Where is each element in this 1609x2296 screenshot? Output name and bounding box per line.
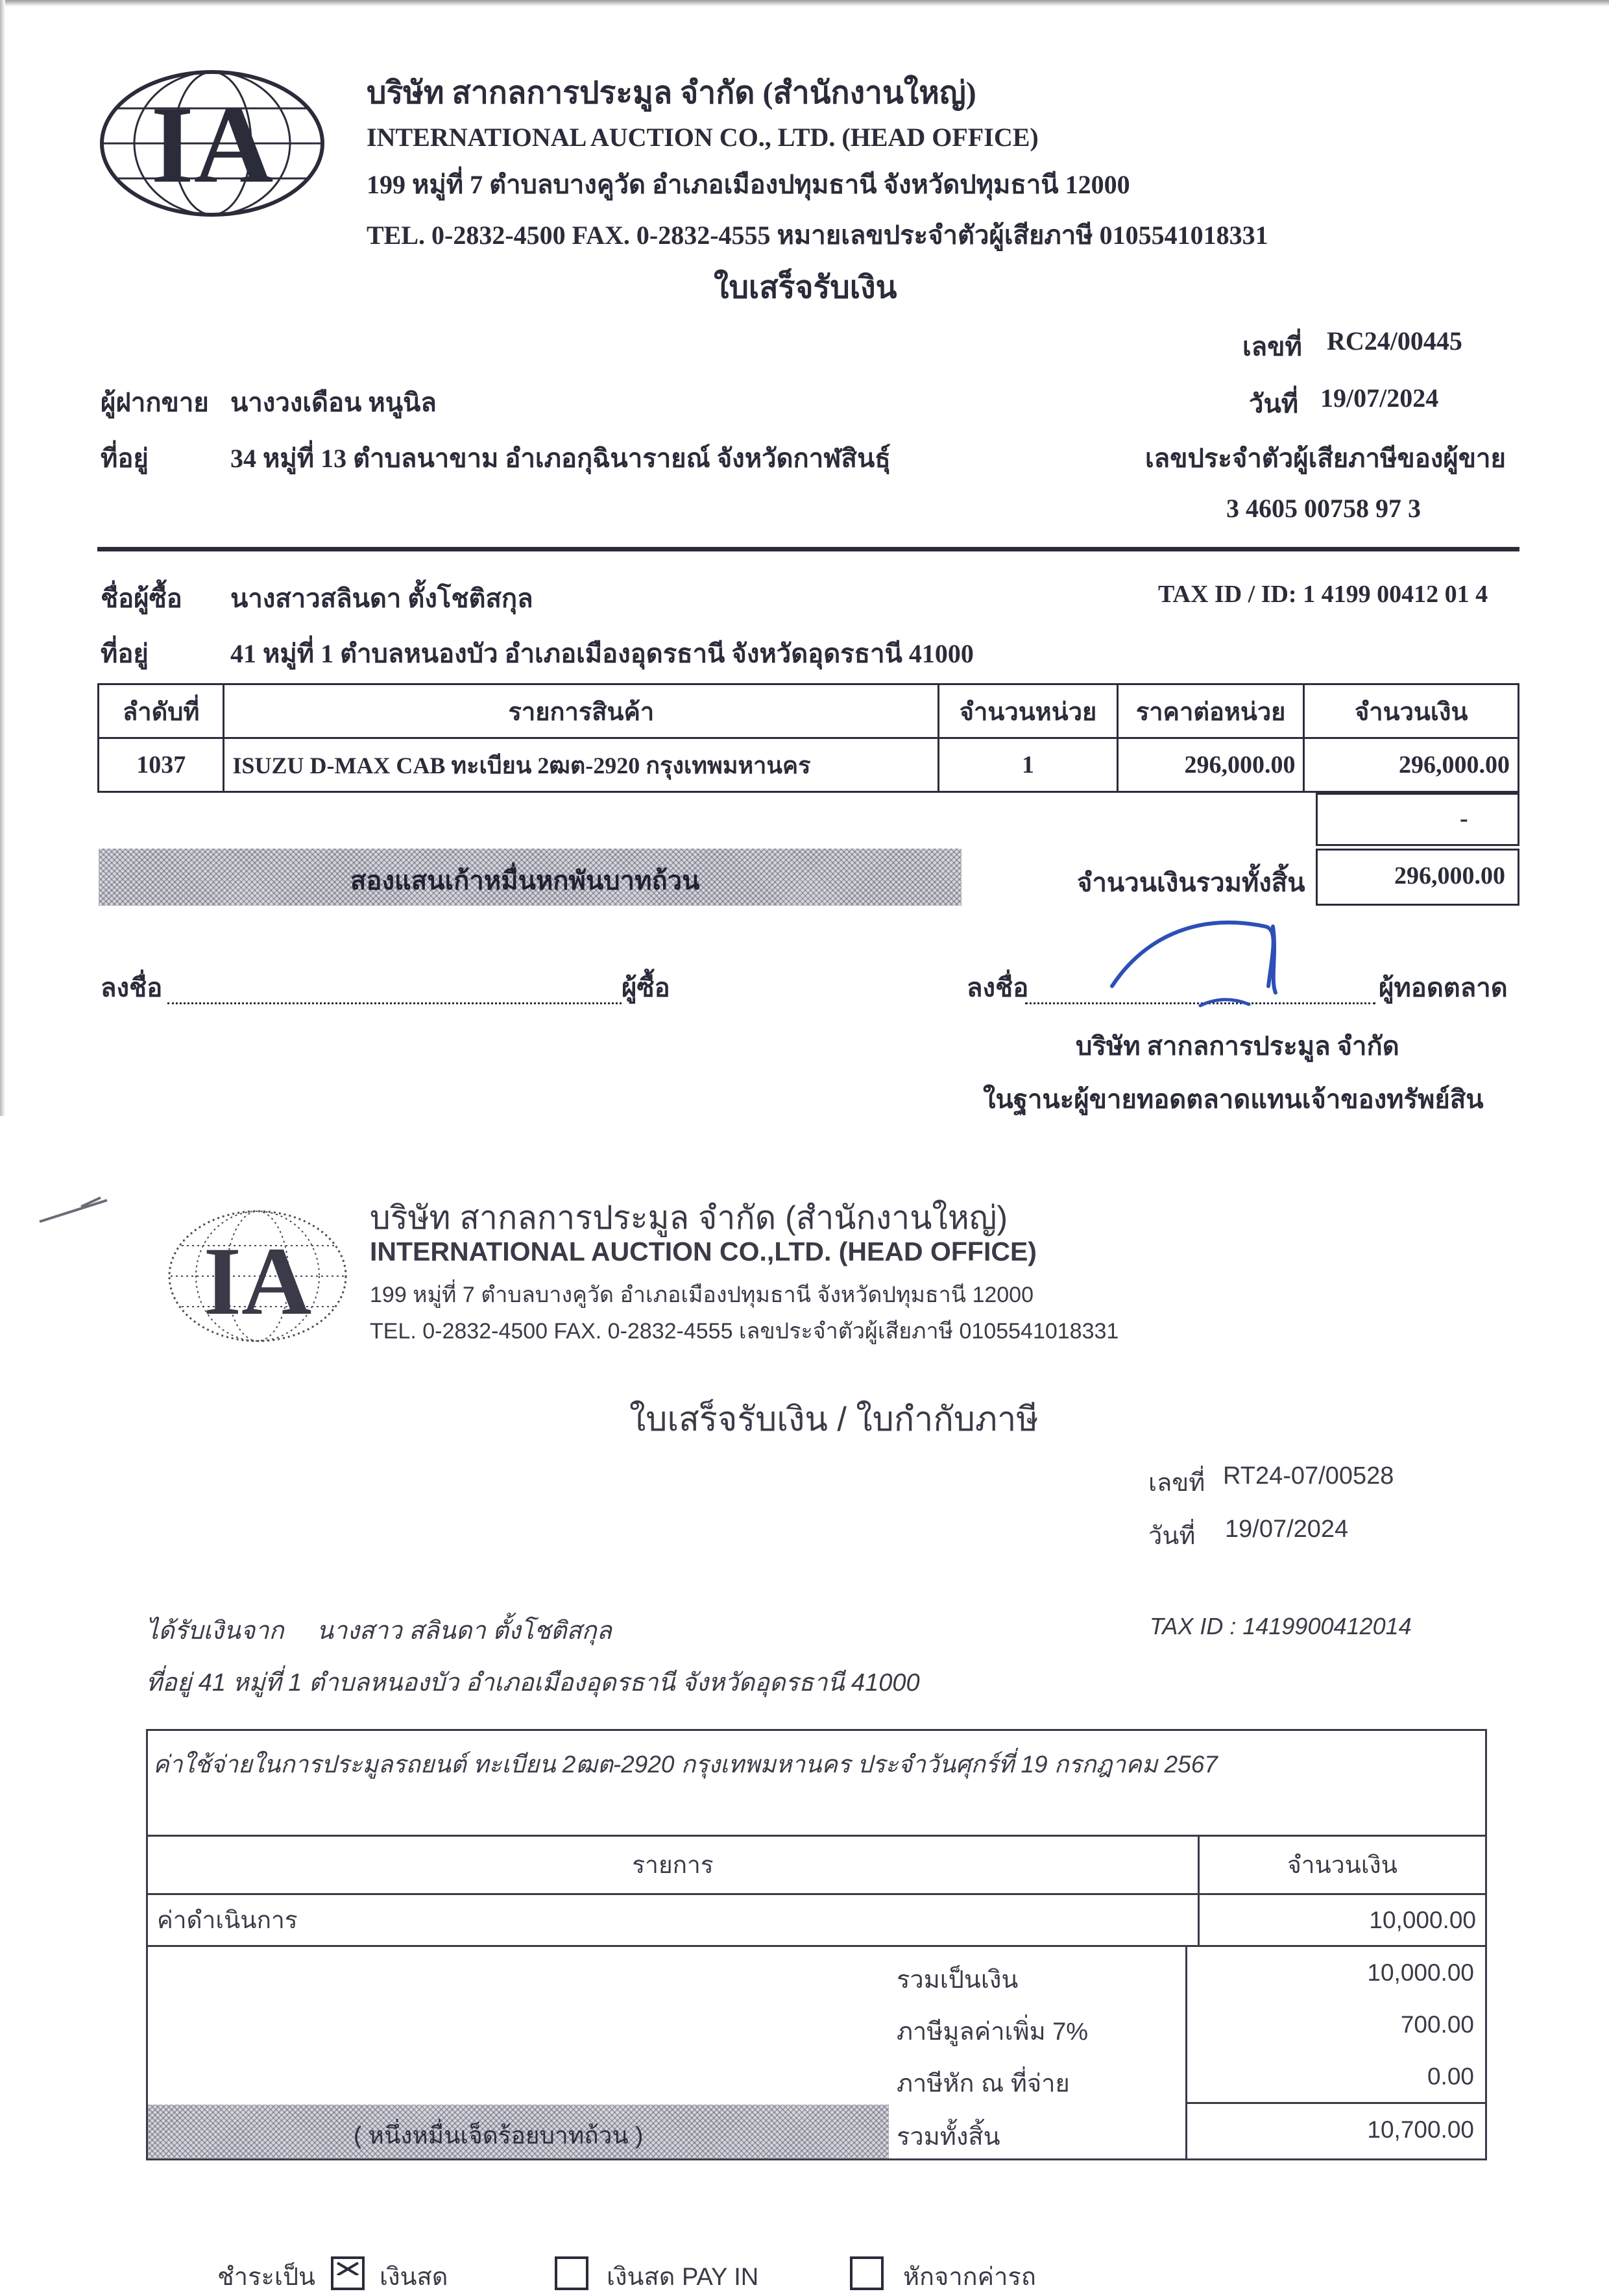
pay-transfer-label: เงินสด PAY IN <box>607 2264 759 2291</box>
tax-invoice-number-label: เลขที่ <box>1148 1469 1205 1497</box>
scan-top-shadow <box>0 0 1609 6</box>
buyer-address: 41 หมู่ที่ 1 ตำบลหนองบัว อำเภอเมืองอุดรธานี จังหวัดอุดรธานี 41000 <box>230 639 974 668</box>
vat: 700.00 <box>1400 2011 1474 2038</box>
tax-invoice-date: 19/07/2024 <box>1225 1516 1349 1543</box>
svg-text:IA: IA <box>203 1227 312 1335</box>
sign-company: บริษัท สากลการประมูล จำกัด <box>1076 1032 1399 1061</box>
withholding-tax: 0.00 <box>1427 2063 1474 2090</box>
col-unit-price: ราคาต่อหน่วย <box>1117 684 1304 738</box>
cell-seq: 1037 <box>99 738 224 792</box>
company-address: 199 หมู่ที่ 7 ตำบลบางคูวัด อำเภอเมืองปทุมธานี จังหวัดปทุมธานี 12000 <box>367 170 1130 199</box>
table-row <box>99 738 1519 792</box>
buyer-name: นางสาวสลินดา ตั้งโชติสกุล <box>230 584 533 613</box>
seller-address: 34 หมู่ที่ 13 ตำบลนาขาม อำเภอกุฉินารายณ์ จังหวัดกาฬสินธุ์ <box>230 444 891 473</box>
buyer-taxid: TAX ID / ID: 1 4199 00412 01 4 <box>1158 581 1488 608</box>
buyer-sign-line <box>167 1002 622 1004</box>
extra-row-box <box>1316 793 1519 846</box>
doc-title-2: ใบเสร็จรับเงิน / ใบกำกับภาษี <box>629 1401 1039 1438</box>
cell-unit-price: 296,000.00 <box>1117 738 1304 792</box>
cell-amount: 296,000.00 <box>1304 738 1519 792</box>
buyer-address-label: ที่อยู่ <box>101 639 149 668</box>
seller-name: นางวงเดือน หนูนิล <box>230 388 437 417</box>
ia-logo-bottom <box>165 1207 350 1346</box>
subtotal-label: รวมเป็นเงิน <box>897 1966 1019 1994</box>
col-amount-2: จำนวนเงิน <box>1199 1836 1486 1894</box>
tax-invoice-number: RT24-07/00528 <box>1223 1462 1394 1490</box>
received-from: นางสาว สลินดา ตั้งโชติสกุล <box>317 1617 612 1645</box>
cell-item: ISUZU D-MAX CAB ทะเบียน 2ฒต-2920 กรุงเทพมหานคร <box>224 738 939 792</box>
customer-address: ที่อยู่ 41 หมู่ที่ 1 ตำบลหนองบัว อำเภอเมืองอุดรธานี จังหวัดอุดรธานี 41000 <box>146 1669 920 1697</box>
grand-total: 10,700.00 <box>1367 2116 1474 2143</box>
col-qty: จำนวนหน่วย <box>939 684 1118 738</box>
seller-taxid-label: เลขประจำตัวผู้เสียภาษีของผู้ขาย <box>1145 444 1506 473</box>
col-seq: ลำดับที่ <box>99 684 224 738</box>
col-amount: จำนวนเงิน <box>1304 684 1519 738</box>
seller-address-label: ที่อยู่ <box>101 444 149 473</box>
grand-total-top-rule <box>1185 2102 1487 2104</box>
col-item-2: รายการ <box>147 1836 1199 1894</box>
pay-other-label: หักจากค่ารถ <box>903 2264 1036 2291</box>
charges-table <box>146 1835 1487 1947</box>
auctioneer-role: ผู้ทอดตลาด <box>1379 973 1508 1002</box>
section-divider <box>97 547 1519 551</box>
buyer-sign-label: ลงชื่อ <box>101 973 163 1002</box>
buyer-label: ชื่อผู้ซื้อ <box>101 584 182 613</box>
table-header-row <box>99 684 1519 738</box>
charges-header-row <box>147 1836 1486 1894</box>
seller-label: ผู้ฝากขาย <box>101 388 209 417</box>
payment-method-label: ชำระเป็น <box>217 2264 316 2291</box>
company-name-en: INTERNATIONAL AUCTION CO., LTD. (HEAD OFFICE) <box>367 123 1039 152</box>
company-address-2: 199 หมู่ที่ 7 ตำบลบางคูวัด อำเภอเมืองปทุมธานี จังหวัดปทุมธานี 12000 <box>370 1283 1034 1307</box>
items-table <box>97 683 1519 793</box>
customer-taxid: TAX ID : 1419900412014 <box>1150 1613 1412 1639</box>
pay-cash-label: เงินสด <box>380 2264 448 2291</box>
received-from-label: ได้รับเงินจาก <box>146 1617 284 1645</box>
auctioneer-sign-label: ลงชื่อ <box>967 973 1029 1002</box>
buyer-sign-role: ผู้ซื้อ <box>622 973 670 1002</box>
receipt-date-label: วันที่ <box>1249 389 1299 418</box>
tax-invoice-date-label: วันที่ <box>1148 1523 1196 1550</box>
summary-amount-column-divider <box>1185 1945 1187 2160</box>
company-contact: TEL. 0-2832-4500 FAX. 0-2832-4555 หมายเลขประจำตัวผู้เสียภาษี 0105541018331 <box>367 221 1268 250</box>
extra-row-dash: - <box>1460 805 1468 832</box>
col-item: รายการสินค้า <box>224 684 939 738</box>
table-row <box>147 1894 1486 1946</box>
seller-taxid: 3 4605 00758 97 3 <box>1226 494 1421 523</box>
total-amount: 296,000.00 <box>1394 862 1505 889</box>
pay-transfer-checkbox[interactable] <box>555 2256 588 2290</box>
charge-description: ค่าใช้จ่ายในการประมูลรถยนต์ ทะเบียน 2ฒต-2920 กรุงเทพมหานคร ประจำวันศุกร์ที่ 19 กรกฎาคม 2567 <box>153 1751 1218 1778</box>
amount-in-words-2: ( หนึ่งหมื่นเจ็ดร้อยบาทถ้วน ) <box>354 2122 644 2149</box>
charge-item-amount: 10,000.00 <box>1199 1894 1486 1946</box>
company-contact-2: TEL. 0-2832-4500 FAX. 0-2832-4555 เลขประจำตัวผู้เสียภาษี 0105541018331 <box>370 1319 1119 1344</box>
cell-qty: 1 <box>939 738 1118 792</box>
svg-text:IA: IA <box>151 84 274 206</box>
checked-x-icon <box>335 2260 361 2275</box>
stray-pen-mark <box>36 1192 114 1231</box>
total-label: จำนวนเงินรวมทั้งสิ้น <box>1077 868 1305 897</box>
receipt-number-label: เลขที่ <box>1242 332 1302 361</box>
sign-capacity: ในฐานะผู้ขายทอดตลาดแทนเจ้าของทรัพย์สิน <box>983 1085 1484 1114</box>
ia-logo-top <box>97 68 328 219</box>
doc-title: ใบเสร็จรับเงิน <box>714 271 897 305</box>
receipt-date: 19/07/2024 <box>1320 383 1439 413</box>
receipt-number: RC24/00445 <box>1327 326 1462 356</box>
signature-mark <box>1103 915 1298 1012</box>
vat-label: ภาษีมูลค่าเพิ่ม 7% <box>897 2018 1089 2046</box>
charge-item: ค่าดำเนินการ <box>147 1894 1199 1946</box>
subtotal: 10,000.00 <box>1367 1959 1474 1986</box>
company-name-en-2: INTERNATIONAL AUCTION CO.,LTD. (HEAD OFFICE) <box>370 1237 1037 1266</box>
withholding-tax-label: ภาษีหัก ณ ที่จ่าย <box>897 2070 1070 2097</box>
amount-in-words: สองแสนเก้าหมื่นหกพันบาทถ้วน <box>350 866 700 895</box>
scan-left-shadow <box>0 0 5 1116</box>
company-name-th-2: บริษัท สากลการประมูล จำกัด (สำนักงานใหญ่) <box>370 1200 1008 1236</box>
pay-other-checkbox[interactable] <box>850 2256 884 2290</box>
company-name-th: บริษัท สากลการประมูล จำกัด (สำนักงานใหญ่) <box>367 76 976 110</box>
grand-total-label: รวมทั้งสิ้น <box>897 2123 1000 2151</box>
